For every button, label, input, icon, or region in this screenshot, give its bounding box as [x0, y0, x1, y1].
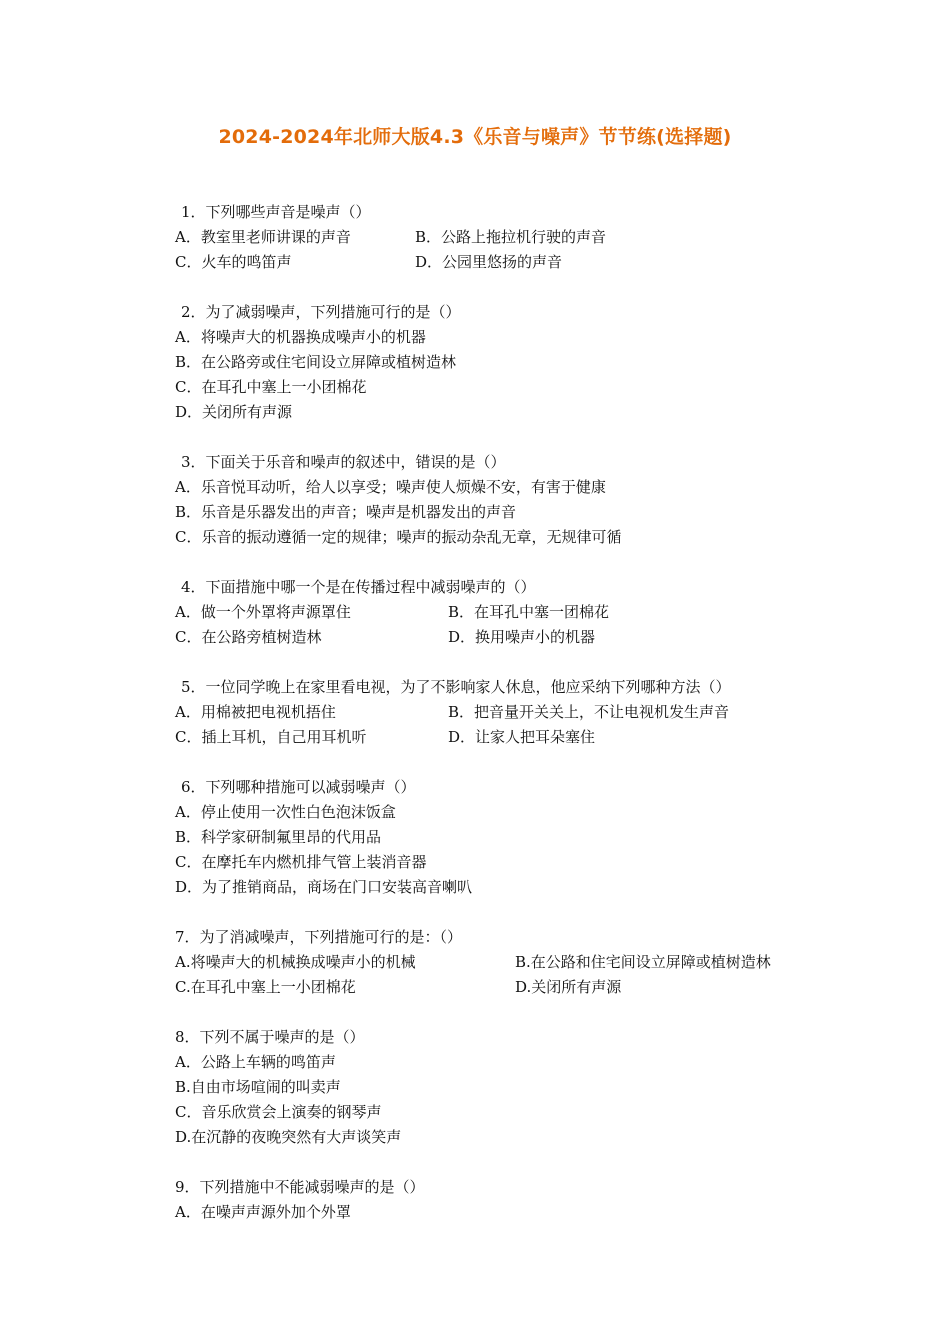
- option-b: B．乐音是乐器发出的声音；噪声是机器发出的声音: [175, 503, 517, 521]
- option-a: A．将噪声大的机器换成噪声小的机器: [175, 328, 426, 346]
- question-2: [175, 300, 865, 425]
- question-stem: 6．下列哪种措施可以减弱噪声（）: [181, 778, 416, 796]
- option-c: C．火车的鸣笛声: [175, 253, 292, 271]
- option-d: D．为了推销商品，商场在门口安装高音喇叭: [175, 878, 473, 896]
- option-row: [175, 225, 865, 250]
- option-c: C．在摩托车内燃机排气管上装消音器: [175, 853, 427, 871]
- option-row: [175, 975, 865, 1000]
- option-row: [175, 950, 865, 975]
- option-b: B．在公路旁或住宅间设立屏障或植树造林: [175, 353, 457, 371]
- question-stem: 3．下面关于乐音和噪声的叙述中，错误的是（）: [181, 453, 506, 471]
- option-d: D．换用噪声小的机器: [448, 628, 596, 646]
- option-row: [175, 600, 865, 625]
- option-c: C．在公路旁植树造林: [175, 628, 322, 646]
- option-row: [175, 625, 865, 650]
- option-d: D.在沉静的夜晚突然有大声谈笑声: [175, 1128, 402, 1146]
- question-stem: 2．为了减弱噪声，下列措施可行的是（）: [181, 303, 461, 321]
- question-stem: 7．为了消减噪声，下列措施可行的是：（）: [175, 928, 463, 946]
- option-d: D.关闭所有声源: [515, 978, 622, 996]
- option-a: A．做一个外罩将声源罩住: [175, 603, 351, 621]
- option-c: C．在耳孔中塞上一小团棉花: [175, 378, 367, 396]
- question-1: [175, 200, 865, 275]
- option-c: C.在耳孔中塞上一小团棉花: [175, 978, 356, 996]
- option-b: B．把音量开关关上，不让电视机发生声音: [448, 703, 730, 721]
- option-row: [175, 250, 865, 275]
- document-title: 2024-2024年北师大版4.3《乐音与噪声》节节练(选择题): [218, 126, 732, 148]
- option-a: A.将噪声大的机械换成噪声小的机械: [175, 953, 416, 971]
- option-d: D．公园里悠扬的声音: [415, 253, 563, 271]
- option-a: A．乐音悦耳动听，给人以享受；噪声使人烦燥不安，有害于健康: [175, 478, 606, 496]
- question-stem: 1．下列哪些声音是噪声（）: [181, 203, 371, 221]
- question-stem: 9．下列措施中不能减弱噪声的是（）: [175, 1178, 425, 1196]
- option-b: B．在耳孔中塞一团棉花: [448, 603, 610, 621]
- question-list: [175, 200, 865, 1250]
- question-3: [175, 450, 865, 550]
- question-5: [175, 675, 865, 750]
- option-a: A．在噪声声源外加个外罩: [175, 1203, 351, 1221]
- option-b: B．科学家研制氟里昂的代用品: [175, 828, 382, 846]
- question-stem: 5．一位同学晚上在家里看电视，为了不影响家人休息，他应采纳下列哪种方法（）: [181, 678, 731, 696]
- option-c: C．音乐欣赏会上演奏的钢琴声: [175, 1103, 382, 1121]
- question-6: [175, 775, 865, 900]
- option-a: A．用棉被把电视机捂住: [175, 703, 336, 721]
- option-d: D．关闭所有声源: [175, 403, 293, 421]
- option-row: [175, 725, 865, 750]
- question-4: [175, 575, 865, 650]
- option-b: B.在公路和住宅间设立屏障或植树造林: [515, 953, 771, 971]
- question-stem: 8．下列不属于噪声的是（）: [175, 1028, 365, 1046]
- question-stem: 4．下面措施中哪一个是在传播过程中减弱噪声的（）: [181, 578, 536, 596]
- option-c: C．乐音的振动遵循一定的规律；噪声的振动杂乱无章，无规律可循: [175, 528, 622, 546]
- question-7: [175, 925, 865, 1000]
- option-b: B．公路上拖拉机行驶的声音: [415, 228, 607, 246]
- question-9: [175, 1175, 865, 1225]
- option-b: B.自由市场喧闹的叫卖声: [175, 1078, 341, 1096]
- question-8: [175, 1025, 865, 1150]
- option-a: A．停止使用一次性白色泡沫饭盒: [175, 803, 396, 821]
- option-a: A．教室里老师讲课的声音: [175, 228, 351, 246]
- option-d: D．让家人把耳朵塞住: [448, 728, 596, 746]
- option-row: [175, 700, 865, 725]
- option-a: A．公路上车辆的鸣笛声: [175, 1053, 336, 1071]
- option-c: C．插上耳机，自己用耳机听: [175, 728, 367, 746]
